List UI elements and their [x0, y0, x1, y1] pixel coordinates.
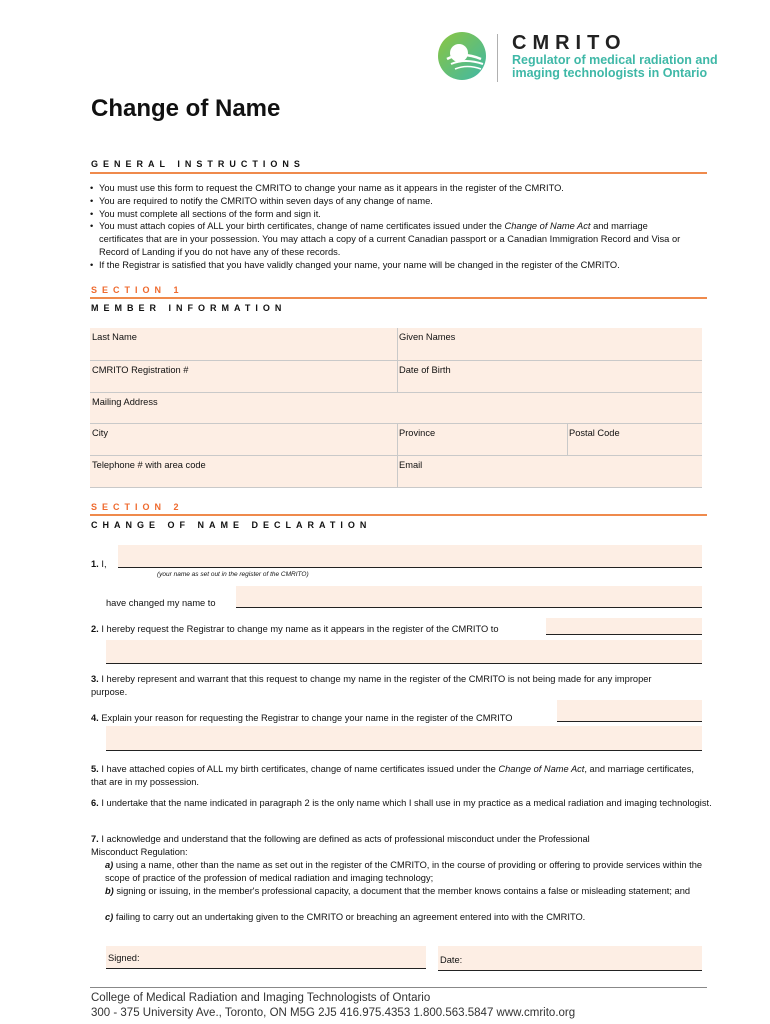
brand-tagline: [512, 54, 742, 80]
declaration-2: [91, 623, 499, 636]
brand-tagline-line2: imaging technologists in Ontario: [512, 66, 708, 80]
section2-rule: [90, 514, 707, 516]
province-field[interactable]: [397, 424, 567, 456]
column-divider: [397, 328, 398, 393]
instructions-list: [90, 182, 690, 272]
province-label: Province: [399, 428, 436, 438]
instruction-item: • You must use this form to request the CMRITO to change your name as it appears in the register of the CMRITO.: [90, 182, 690, 195]
postal-code-label: Postal Code: [569, 428, 620, 438]
declaration-7c-text: failing to carry out an undertaking given to the CMRITO or breaching an agreement entered into with the CMRITO.: [115, 912, 586, 922]
last-name-label: Last Name: [92, 332, 137, 342]
brand-name: CMRITO: [512, 32, 627, 54]
email-field[interactable]: [397, 456, 702, 488]
signature-line: [106, 968, 426, 969]
instruction-item: [90, 220, 690, 258]
requested-name-continued-line: [106, 663, 702, 664]
declaration-7a-label: a): [105, 860, 114, 870]
instruction-act-name: Change of Name Act: [504, 221, 591, 232]
section1-label: SECTION 1: [91, 285, 184, 295]
declaration-7b-label: b): [105, 886, 114, 896]
date-of-birth-label: Date of Birth: [399, 365, 451, 375]
brand-tagline-line1: Regulator of medical radiation and: [512, 53, 718, 67]
registration-field[interactable]: [90, 361, 397, 393]
current-name-caption: (your name as set out in the register of the CMRITO): [157, 571, 309, 578]
requested-name-continued-input[interactable]: [106, 640, 702, 663]
date-of-birth-field[interactable]: [397, 361, 702, 393]
reason-input[interactable]: [557, 700, 702, 722]
declaration-6: [91, 797, 721, 810]
requested-name-line: [546, 634, 702, 635]
declaration-5: [91, 763, 706, 788]
instructions-rule: [90, 172, 707, 174]
section1-heading: MEMBER INFORMATION: [91, 303, 287, 313]
declaration-5-number: 5.: [91, 764, 99, 774]
declaration-7a: [105, 859, 720, 884]
instruction-text: You must attach copies of ALL your birth certificates, change of name certificates issued under the: [99, 221, 505, 232]
declaration-2-number: 2.: [91, 624, 99, 634]
declaration-7-text: I acknowledge and understand that the following are defined as acts of professional misconduct under the Professional Misconduct Regulation:: [91, 834, 590, 857]
brand-divider: [497, 34, 498, 82]
reason-line: [557, 721, 702, 722]
column-divider: [397, 424, 398, 488]
instruction-text: and marriage certificates that are in your possession. You may attach a copy of a current Canadian passport or a Canadian Immigration Record and Visa or Record of Landing if you do not have any of these records.: [99, 221, 681, 257]
postal-code-field[interactable]: [567, 424, 702, 456]
declaration-6-text: I undertake that the name indicated in paragraph 2 is the only name which I shall use in my practice as a medical radiation and imaging technologist.: [101, 798, 712, 808]
declaration-4-number: 4.: [91, 713, 99, 723]
declaration-7b: [105, 885, 725, 898]
cmrito-logo-icon: [437, 31, 487, 81]
declaration-7: [91, 833, 631, 858]
instruction-item: • If the Registrar is satisfied that you have validly changed your name, your name will be changed in the register of the CMRITO.: [90, 259, 690, 272]
footer-contact: 300 - 375 University Ave., Toronto, ON M5G 2J5 416.975.4353 1.800.563.5847 www.cmrito.org: [91, 1007, 576, 1019]
declaration-1-number: 1.: [91, 559, 99, 569]
date-label: Date:: [440, 955, 463, 965]
declaration-1-text: I,: [101, 559, 107, 569]
section2-heading: CHANGE OF NAME DECLARATION: [91, 520, 372, 530]
declaration-6-number: 6.: [91, 798, 99, 808]
declaration-5-act-name: Change of Name Act: [498, 764, 585, 774]
footer-organization: College of Medical Radiation and Imaging Technologists of Ontario: [91, 992, 431, 1004]
email-label: Email: [399, 460, 423, 470]
page-title: Change of Name: [91, 95, 281, 122]
last-name-field[interactable]: [90, 328, 397, 361]
declaration-3: [91, 673, 666, 698]
declaration-7b-text: signing or issuing, in the member's professional capacity, a document that the member knows contains a false or misleading statement; and: [116, 886, 691, 896]
section1-rule: [90, 297, 707, 299]
declaration-3-number: 3.: [91, 674, 99, 684]
footer-rule: [90, 987, 707, 988]
city-field[interactable]: [90, 424, 397, 456]
mailing-address-label: Mailing Address: [92, 397, 158, 407]
registration-label: CMRITO Registration #: [92, 365, 189, 375]
given-names-label: Given Names: [399, 332, 456, 342]
city-label: City: [92, 428, 109, 438]
column-divider: [567, 424, 568, 456]
declaration-5-text: I have attached copies of ALL my birth certificates, change of name certificates issued under the: [101, 764, 499, 774]
declaration-1: [91, 558, 107, 571]
new-name-line: [236, 607, 702, 608]
section2-label: SECTION 2: [91, 502, 184, 512]
date-line: [438, 970, 702, 971]
signed-label: Signed:: [108, 953, 140, 963]
declaration-7-number: 7.: [91, 834, 99, 844]
new-name-input[interactable]: [236, 586, 702, 608]
date-field[interactable]: [438, 946, 702, 970]
signature-field[interactable]: [106, 946, 426, 968]
reason-continued-input[interactable]: [106, 726, 702, 750]
current-name-line: [118, 567, 702, 568]
instruction-item: • You are required to notify the CMRITO within seven days of any change of name.: [90, 195, 690, 208]
declaration-4: [91, 712, 513, 725]
declaration-4-text: Explain your reason for requesting the Registrar to change your name in the register of the CMRITO: [101, 713, 513, 723]
telephone-field[interactable]: [90, 456, 397, 488]
declaration-2-text: I hereby request the Registrar to change my name as it appears in the register of the CMRITO to: [101, 624, 499, 634]
telephone-label: Telephone # with area code: [92, 460, 206, 470]
requested-name-input[interactable]: [546, 618, 702, 635]
declaration-7a-text: using a name, other than the name as set out in the register of the CMRITO, in the course of providing or offering to provide services within the scope of practice of the profession of medical radiation and imaging technology;: [105, 860, 703, 883]
declaration-5-text: , and marriage certificates, that are in my possession.: [91, 764, 694, 787]
declaration-7c: [105, 911, 720, 924]
mailing-address-field[interactable]: [90, 393, 702, 424]
declaration-7c-label: c): [105, 912, 114, 922]
given-names-field[interactable]: [397, 328, 702, 361]
instruction-item: • You must complete all sections of the form and sign it.: [90, 208, 690, 221]
reason-continued-line: [106, 750, 702, 751]
declaration-3-text: I hereby represent and warrant that this request to change my name in the register of the CMRITO is not being made for any improper purpose.: [91, 674, 652, 697]
current-name-input[interactable]: [118, 545, 702, 567]
general-instructions-heading: GENERAL INSTRUCTIONS: [91, 159, 305, 169]
declaration-1b-text: have changed my name to: [106, 598, 216, 608]
